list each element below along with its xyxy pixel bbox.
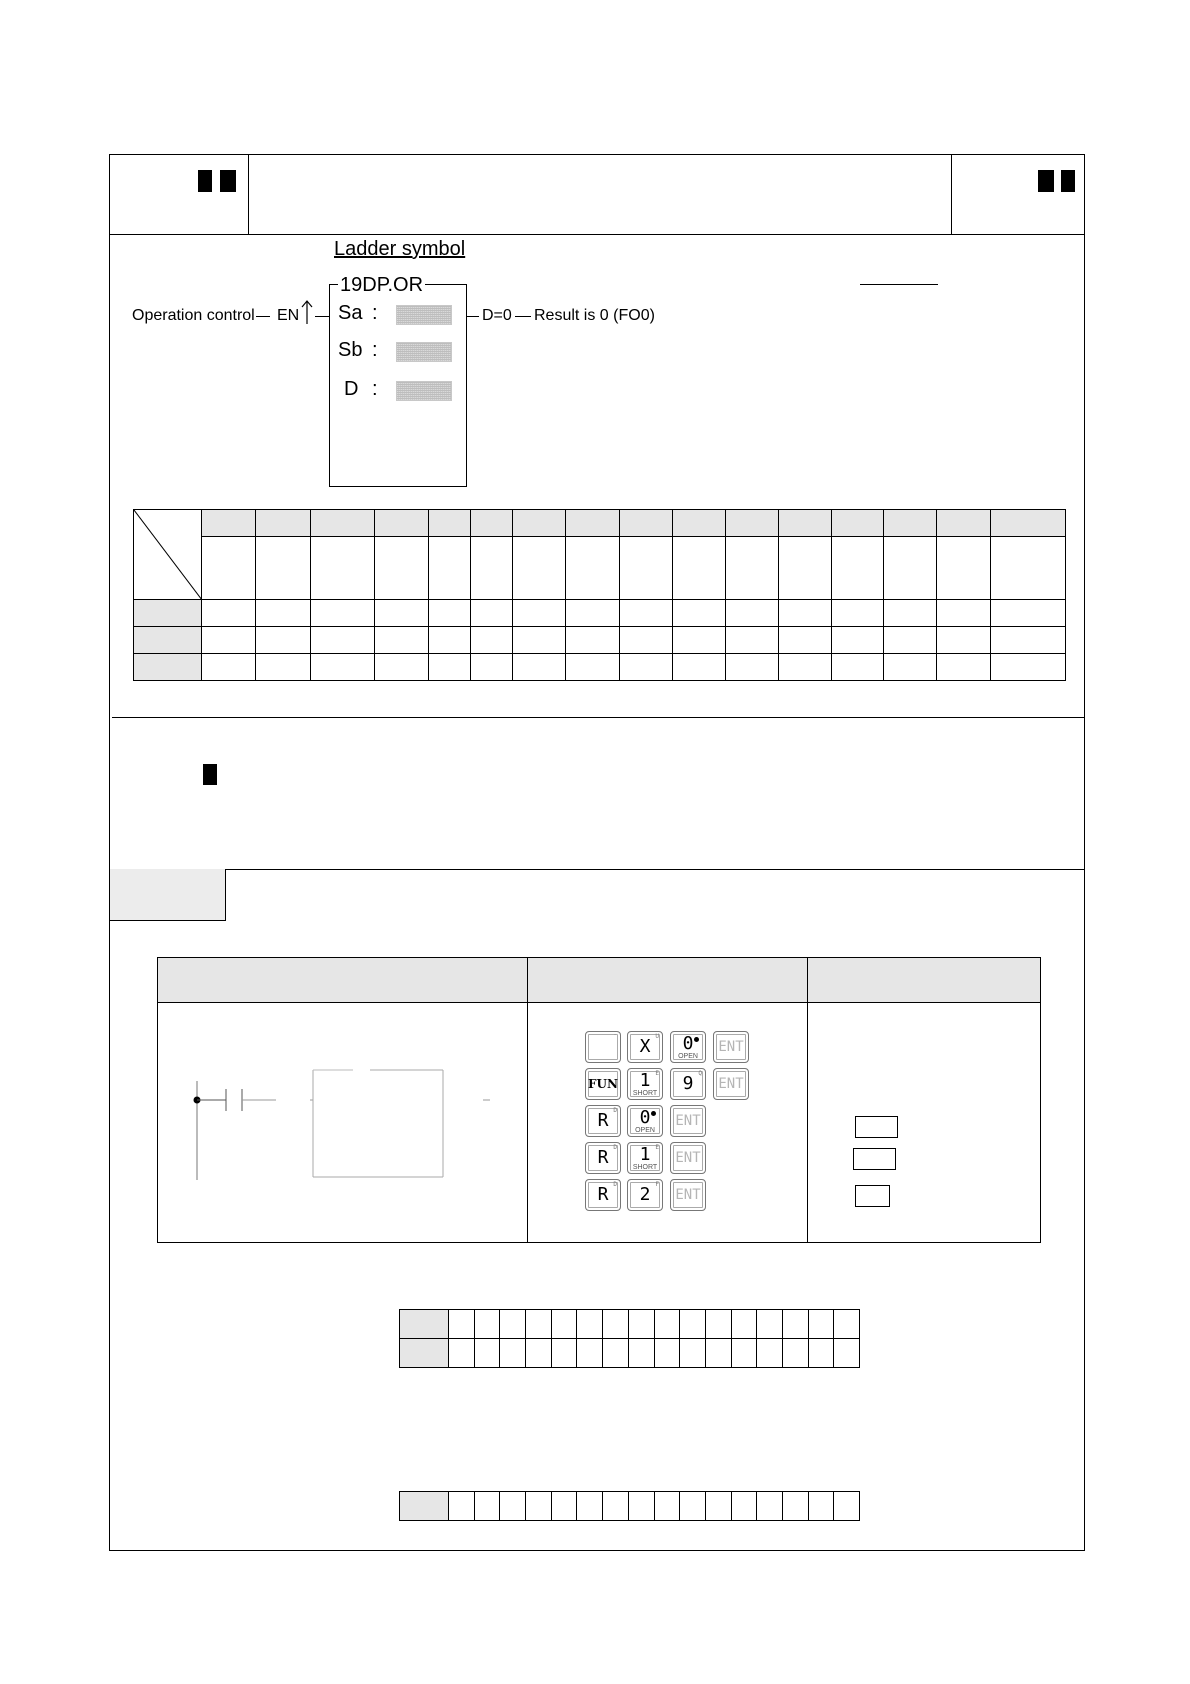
table-subheader-cell (428, 537, 470, 600)
bit-cell (628, 1492, 654, 1521)
table-cell (725, 654, 778, 681)
bit-cell (654, 1492, 680, 1521)
table-cell (990, 600, 1065, 627)
table-subheader-cell (725, 537, 778, 600)
bit-cell (449, 1492, 475, 1521)
header-right-mark-block-2 (1061, 170, 1075, 192)
table-cell (884, 654, 937, 681)
bit-row-label (400, 1339, 449, 1368)
table-cell (471, 600, 513, 627)
key-superscript: D (613, 1181, 617, 1188)
key-sublabel: OPEN (678, 1053, 698, 1060)
operand-d-field (396, 381, 452, 401)
header-left-mark-block-2 (220, 170, 236, 192)
bit-cell (577, 1310, 603, 1339)
table-cell (619, 627, 672, 654)
table-subheader-cell (619, 537, 672, 600)
table-cell (256, 627, 310, 654)
key-label: FUN (588, 1077, 618, 1091)
bit-cell (628, 1339, 654, 1368)
table-row-header (134, 600, 202, 627)
table-cell (566, 600, 619, 627)
key-superscript: D (613, 1107, 617, 1114)
bit-cell (834, 1339, 860, 1368)
en-pin-label: EN (277, 307, 300, 324)
key-label: 0 (682, 1033, 694, 1054)
bit-cell (680, 1492, 706, 1521)
example-col-header-display (808, 958, 1041, 1003)
key-label: 0 (639, 1107, 651, 1128)
ladder-heading: Ladder symbol (334, 238, 466, 260)
table-subheader-cell (256, 537, 310, 600)
table-cell (374, 654, 428, 681)
key-label: 9 (682, 1073, 694, 1094)
table-cell (672, 600, 725, 627)
key-label: R (597, 1110, 609, 1131)
example-top-rule (109, 869, 1085, 870)
table-cell (256, 654, 310, 681)
table-cell (566, 627, 619, 654)
keypad-key-ent[interactable] (670, 1105, 706, 1137)
key-sublabel: OPEN (635, 1127, 655, 1134)
table-subheader-cell (832, 537, 884, 600)
table-header-cell (428, 510, 470, 537)
key-label: 1 (639, 1144, 651, 1165)
table-cell (672, 654, 725, 681)
table-subheader-cell (202, 537, 256, 600)
key-label: 1 (639, 1070, 651, 1091)
example-col-header-keys (528, 958, 808, 1003)
table-cell (937, 654, 990, 681)
example-keys-cell (528, 1003, 808, 1243)
key-superscript: ⁻ (613, 1033, 617, 1040)
bit-cell (808, 1492, 834, 1521)
table-cell (310, 627, 374, 654)
operation-control-label: Operation control (132, 307, 255, 324)
bit-cell (680, 1339, 706, 1368)
header-left-mark-block-1 (198, 170, 212, 192)
output-dash (515, 316, 531, 317)
table-cell (990, 627, 1065, 654)
corner-diagonal (134, 510, 202, 600)
table-cell (256, 600, 310, 627)
table-corner-cell (134, 510, 202, 600)
key-superscript: E (655, 1144, 659, 1151)
bit-cell (603, 1339, 629, 1368)
keypad-key-0-open[interactable] (670, 1031, 706, 1063)
description-bullet (203, 764, 217, 785)
bit-cell (654, 1310, 680, 1339)
table-cell (778, 600, 831, 627)
table-cell (832, 600, 884, 627)
bit-cell (757, 1310, 783, 1339)
table-cell (471, 654, 513, 681)
table-subheader-cell (990, 537, 1065, 600)
key-label: R (597, 1184, 609, 1205)
table-subheader-cell (374, 537, 428, 600)
bit-cell (628, 1310, 654, 1339)
key-superscript: D (613, 1144, 617, 1151)
keypad-key-blank[interactable] (585, 1031, 621, 1063)
table-subheader-cell (310, 537, 374, 600)
operand-d: D (344, 378, 359, 400)
table-cell (374, 627, 428, 654)
bit-cell (526, 1492, 552, 1521)
key-label: ENT (675, 1113, 701, 1129)
keypad-key-fun[interactable] (585, 1068, 621, 1100)
bit-cell (551, 1310, 577, 1339)
table-header-cell (672, 510, 725, 537)
key-dot (694, 1037, 699, 1042)
table-header-cell (619, 510, 672, 537)
bit-cell (731, 1492, 757, 1521)
output-connector (467, 316, 479, 317)
table-cell (884, 627, 937, 654)
register-box-d (855, 1185, 890, 1207)
key-label: ENT (675, 1187, 701, 1203)
key-label: R (597, 1147, 609, 1168)
table-header-cell (725, 510, 778, 537)
table-header-cell (566, 510, 619, 537)
operand-table (133, 509, 1066, 681)
keypad-key-ent[interactable] (670, 1179, 706, 1211)
table-cell (428, 627, 470, 654)
table-header-cell (990, 510, 1065, 537)
blank-underline (860, 284, 938, 285)
table-cell (202, 654, 256, 681)
register-box-sb (853, 1148, 896, 1170)
table-header-cell (310, 510, 374, 537)
operand-d-colon: : (372, 378, 378, 400)
table-header-cell (884, 510, 937, 537)
keypad-key-0-open[interactable] (627, 1105, 663, 1137)
table-header-cell (202, 510, 256, 537)
bit-cell (808, 1310, 834, 1339)
output-result-label: Result is 0 (FO0) (534, 307, 655, 324)
table-header-cell (832, 510, 884, 537)
bit-cell (782, 1492, 808, 1521)
operand-sb: Sb (338, 339, 363, 361)
key-superscript: Q (698, 1070, 702, 1077)
table-cell (725, 600, 778, 627)
table-cell (832, 627, 884, 654)
bit-cell (500, 1339, 526, 1368)
table-cell (619, 600, 672, 627)
table-header-cell (937, 510, 990, 537)
bit-cell (603, 1492, 629, 1521)
bit-cell (680, 1310, 706, 1339)
example-ladder-diagram (190, 1065, 500, 1185)
key-label: ENT (718, 1039, 744, 1055)
key-sublabel: SHORT (632, 1164, 658, 1171)
key-dot (651, 1111, 656, 1116)
table-row-header (134, 654, 202, 681)
table-cell (937, 627, 990, 654)
header-right-mark-block-1 (1038, 170, 1054, 192)
keypad-key-ent[interactable] (713, 1031, 749, 1063)
table-header-cell (778, 510, 831, 537)
bit-row-label (400, 1492, 449, 1521)
header-bottom-rule (109, 234, 1085, 235)
en-connector (315, 316, 329, 317)
table-cell (202, 600, 256, 627)
table-header-cell (374, 510, 428, 537)
bit-cell (526, 1339, 552, 1368)
bit-cell (526, 1310, 552, 1339)
bit-cell (731, 1339, 757, 1368)
key-label: 2 (639, 1184, 651, 1205)
bit-cell (834, 1310, 860, 1339)
table-cell (725, 627, 778, 654)
bit-cell (705, 1492, 731, 1521)
bit-cell (500, 1310, 526, 1339)
table-cell (513, 600, 566, 627)
key-label: ENT (675, 1150, 701, 1166)
table-row-header (134, 627, 202, 654)
key-superscript: U (655, 1033, 659, 1040)
table-cell (990, 654, 1065, 681)
bit-cell (577, 1492, 603, 1521)
table-cell (310, 600, 374, 627)
operand-sa-field (396, 305, 452, 325)
bit-cell (757, 1339, 783, 1368)
keypad-key-ent[interactable] (713, 1068, 749, 1100)
input-dash (256, 316, 270, 317)
table-cell (428, 654, 470, 681)
bit-cell (731, 1310, 757, 1339)
table-cell (672, 627, 725, 654)
keypad-key-9[interactable] (670, 1068, 706, 1100)
table-cell (937, 600, 990, 627)
operand-sa-colon: : (372, 302, 378, 324)
key-label: ENT (718, 1076, 744, 1092)
bit-cell (654, 1339, 680, 1368)
bit-cell (603, 1310, 629, 1339)
bit-grid-operands (399, 1309, 860, 1368)
table-cell (778, 627, 831, 654)
table-cell (471, 627, 513, 654)
bit-grid-result (399, 1491, 860, 1521)
header-divider-left (248, 154, 249, 234)
table-cell (310, 654, 374, 681)
keypad-key-2[interactable] (627, 1179, 663, 1211)
bit-cell (705, 1310, 731, 1339)
bit-cell (551, 1492, 577, 1521)
instruction-name: 19DP.OR (340, 274, 424, 296)
example-col-header-ladder (158, 958, 528, 1003)
bit-cell (757, 1492, 783, 1521)
key-sublabel: SHORT (632, 1090, 658, 1097)
example-display-cell (808, 1003, 1041, 1243)
table-subheader-cell (566, 537, 619, 600)
bit-cell (705, 1339, 731, 1368)
table-subheader-cell (884, 537, 937, 600)
table-subheader-cell (937, 537, 990, 600)
table-cell (884, 600, 937, 627)
bit-cell (782, 1310, 808, 1339)
keypad-key-x[interactable] (627, 1031, 663, 1063)
key-superscript: E (655, 1070, 659, 1077)
bit-cell (474, 1339, 500, 1368)
bit-row-label (400, 1310, 449, 1339)
example-tab (110, 869, 226, 921)
keypad-key-1-short[interactable] (627, 1142, 663, 1174)
bit-cell (474, 1310, 500, 1339)
operand-sb-field (396, 342, 452, 362)
table-subheader-cell (672, 537, 725, 600)
bit-cell (551, 1339, 577, 1368)
bit-cell (474, 1492, 500, 1521)
keypad-key-r[interactable] (585, 1179, 621, 1211)
keypad-key-r[interactable] (585, 1142, 621, 1174)
description-top-rule (112, 717, 1085, 718)
table-cell (778, 654, 831, 681)
table-header-cell (513, 510, 566, 537)
bit-cell (808, 1339, 834, 1368)
table-cell (513, 654, 566, 681)
operand-sb-colon: : (372, 339, 378, 361)
table-subheader-cell (778, 537, 831, 600)
table-cell (374, 600, 428, 627)
header-divider-right (951, 154, 952, 234)
table-cell (566, 654, 619, 681)
output-pin-label: D=0 (482, 307, 512, 324)
keypad-key-1-short[interactable] (627, 1068, 663, 1100)
rising-edge-arrow-icon (300, 299, 314, 325)
table-subheader-cell (471, 537, 513, 600)
table-cell (428, 600, 470, 627)
bit-cell (834, 1492, 860, 1521)
table-header-cell (256, 510, 310, 537)
table-cell (202, 627, 256, 654)
table-cell (513, 627, 566, 654)
bit-cell (782, 1339, 808, 1368)
keypad-key-r[interactable] (585, 1105, 621, 1137)
operand-sa: Sa (338, 302, 363, 324)
bit-cell (500, 1492, 526, 1521)
table-cell (832, 654, 884, 681)
bit-cell (449, 1339, 475, 1368)
bit-cell (577, 1339, 603, 1368)
table-subheader-cell (513, 537, 566, 600)
key-superscript: F (655, 1181, 659, 1188)
table-cell (619, 654, 672, 681)
keypad-key-ent[interactable] (670, 1142, 706, 1174)
bit-cell (449, 1310, 475, 1339)
key-label: X (639, 1036, 651, 1057)
table-header-cell (471, 510, 513, 537)
register-box-sa (855, 1116, 898, 1138)
